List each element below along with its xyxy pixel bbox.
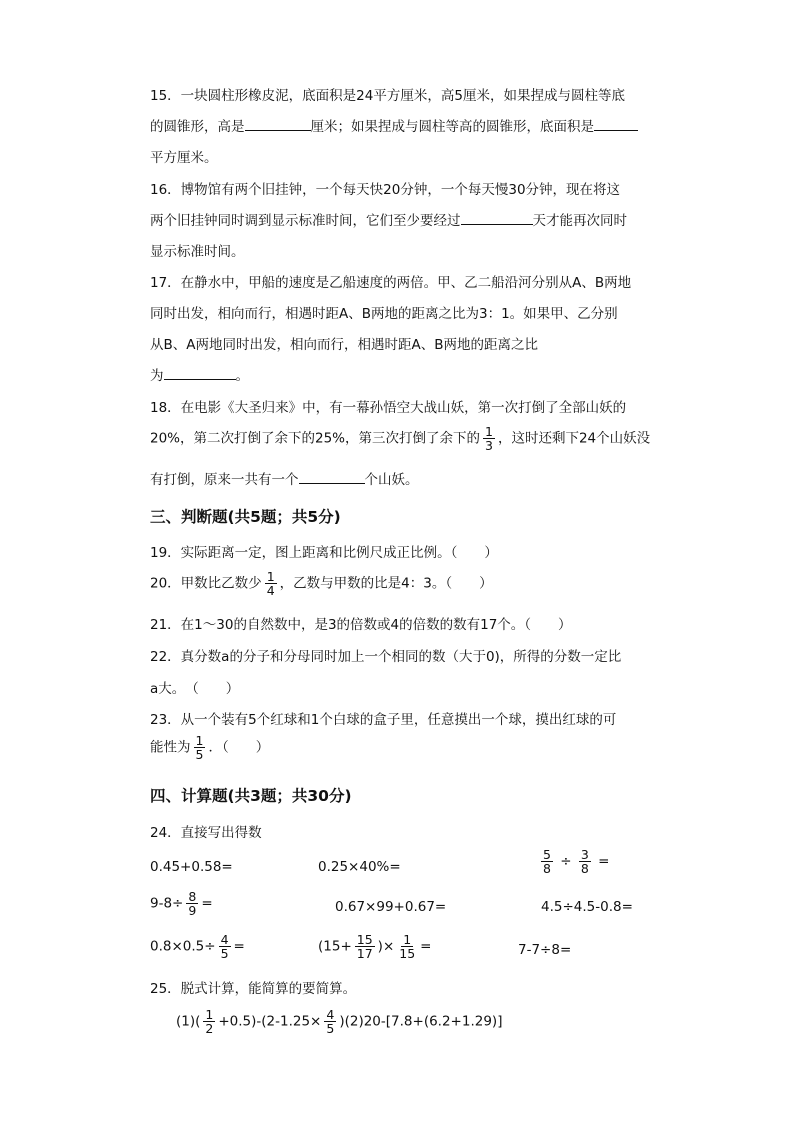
q25-p1-c: )(2)20-[7.8+(6.2+1.29)]: [339, 1013, 503, 1030]
q24-r3c2-num: 15: [356, 932, 373, 947]
q23-fraction: [194, 734, 206, 761]
section-4-heading: 四、计算题(共3题；共30分): [150, 787, 352, 805]
q19: 19．实际距离一定，图上距离和比例尺成正比例。（ ）: [150, 545, 498, 561]
q24-r1c2: 0.25×40%=: [318, 859, 401, 875]
q20-text-a: 20．甲数比乙数少: [150, 575, 262, 592]
q18-frac-den: 3: [485, 438, 493, 454]
q17-text-b: 。: [235, 368, 249, 384]
q25-title: 25．脱式计算，能简算的要简算。: [150, 981, 357, 997]
q15-blank-2[interactable]: [594, 117, 638, 132]
q24-r1c3-n1: 5: [543, 847, 551, 862]
q24-r3c2: [318, 933, 431, 960]
q16-line2: [150, 209, 627, 229]
q24-r3c2-frac1: [355, 933, 375, 960]
q25-p1-b: +0.5)-(2-1.25×: [218, 1013, 322, 1030]
q24-r3c2-eq: =: [420, 938, 432, 955]
q15-text-b: 厘米；如果捏成与圆柱等高的圆锥形，底面积是: [310, 119, 594, 135]
q21: 21．在1～30的自然数中，是3的倍数或4的倍数的数有17个。（ ）: [150, 617, 572, 633]
q24-r1c3-n2: 3: [580, 847, 589, 862]
q24-r2c2: 0.67×99+0.67=: [335, 899, 447, 915]
q25-p1-num2: 4: [326, 1007, 335, 1022]
q25-p1-a: (1)(: [176, 1013, 201, 1030]
q18-line2: [150, 425, 650, 452]
section-3-heading: 三、判断题(共5题；共5分): [150, 508, 341, 526]
q18-text-c: 有打倒，原来一共有一个: [150, 472, 299, 488]
q24-r3c2-a: (15+: [318, 938, 352, 955]
q20-fraction: [265, 570, 277, 597]
q18-text-a: 20%，第二次打倒了余下的25%，第三次打倒了余下的: [150, 430, 481, 447]
q25-p1-frac1: [203, 1008, 215, 1035]
q18-text-b: ，这时还剩下24个山妖没: [497, 430, 651, 447]
q16-line3: 显示标准时间。: [150, 244, 245, 260]
q24-r2c1-num: 8: [188, 889, 197, 904]
q24-r3c2-frac2: [397, 933, 417, 960]
q20-text-b: ，乙数与甲数的比是4：3。（ ）: [279, 575, 493, 592]
q15-text-a: 的圆锥形，高是: [150, 119, 245, 135]
q24-r1c3-d2: 8: [580, 861, 589, 877]
q16-text-b: 天才能再次同时: [532, 213, 627, 229]
q17-line4: [150, 364, 249, 384]
q25-p1-frac2: [324, 1008, 336, 1035]
q24-r1c3-op: ÷: [560, 853, 572, 870]
q24-r2c1: [150, 890, 213, 917]
q24-r3c1-num: 4: [220, 932, 229, 947]
q23-text-a: 能性为: [150, 739, 191, 756]
q15-line2: [150, 115, 638, 135]
q18-text-d: 个山妖。: [364, 472, 419, 488]
q25-p1-den2: 5: [326, 1021, 335, 1037]
q22-line2: a大。 （ ）: [150, 681, 240, 697]
q22-line1: 22．真分数a的分子和分母同时加上一个相同的数（大于0)，所得的分数一定比: [150, 649, 622, 665]
q18-fraction: [483, 425, 495, 452]
q25-problems: [176, 1008, 502, 1035]
q17-line2: 同时出发，相向而行，相遇时距A、B两地的距离之比为3：1。如果甲、乙分别: [150, 306, 618, 322]
q24-r3c1-den: 5: [220, 946, 229, 962]
q15-blank-1[interactable]: [245, 117, 311, 132]
q23-line1: 23．从一个装有5个红球和1个白球的盒子里，任意摸出一个球，摸出红球的可: [150, 712, 617, 728]
q24-r1c3-d1: 8: [543, 861, 551, 877]
q24-r1c3-frac2: [579, 848, 591, 875]
q24-r1c3-eq: =: [598, 853, 610, 870]
q15-line1: 15．一块圆柱形橡皮泥，底面积是24平方厘米，高5厘米，如果捏成与圆柱等底: [150, 88, 625, 104]
q18-line1: 18．在电影《大圣归来》中，有一幕孙悟空大战山妖，第一次打倒了全部山妖的: [150, 400, 627, 416]
q24-r2c1-a: 9-8÷: [150, 895, 184, 912]
q16-line1: 16．博物馆有两个旧挂钟，一个每天快20分钟，一个每天慢30分钟，现在将这: [150, 182, 621, 198]
q18-frac-num: 1: [485, 424, 493, 439]
q24-r2c1-eq: =: [201, 895, 213, 912]
q24-r1c3-frac1: [541, 848, 553, 875]
q20-frac-den: 4: [266, 583, 275, 599]
q24-r3c1-eq: =: [233, 938, 245, 955]
q24-r2c1-den: 9: [188, 903, 197, 919]
q23-frac-num: 1: [195, 733, 204, 748]
q20-frac-num: 1: [266, 569, 275, 584]
q24-r3c2-num2: 1: [403, 932, 412, 947]
q17-blank[interactable]: [164, 366, 236, 381]
q25-p1-num: 1: [205, 1007, 214, 1022]
q24-r1c1: 0.45+0.58=: [150, 859, 233, 875]
q18-blank[interactable]: [299, 470, 365, 485]
q24-r2c1-frac: [186, 890, 198, 917]
q24-r3c1-frac: [219, 933, 231, 960]
q24-r3c2-den: 17: [356, 946, 373, 962]
q24-r3c1-a: 0.8×0.5÷: [150, 938, 216, 955]
q17-line1: 17．在静水中，甲船的速度是乙船速度的两倍。甲、乙二船沿河分别从A、B两地: [150, 275, 632, 291]
q24-r3c3: 7-7÷8=: [518, 942, 572, 958]
q20: [150, 570, 493, 597]
q17-line3: 从B、A两地同时出发，相向而行，相遇时距A、B两地的距离之比: [150, 337, 538, 353]
q23-line2: [150, 734, 269, 761]
q24-r3c2-b: )×: [377, 938, 395, 955]
q24-title: 24．直接写出得数: [150, 825, 262, 841]
q18-line3: [150, 468, 419, 488]
q23-frac-den: 5: [195, 747, 204, 763]
q23-text-b: ．（ ）: [208, 739, 270, 756]
q17-text-a: 为: [150, 368, 164, 384]
q16-text-a: 两个旧挂钟同时调到显示标准时间，它们至少要经过: [150, 213, 461, 229]
q15-line3: 平方厘米。: [150, 150, 218, 166]
q24-r3c1: [150, 933, 245, 960]
q25-p1-den: 2: [205, 1021, 214, 1037]
q16-blank[interactable]: [461, 211, 533, 226]
q24-r1c3: [538, 848, 609, 875]
q24-r3c2-den2: 15: [399, 946, 416, 962]
q24-r2c3: 4.5÷4.5-0.8=: [541, 899, 633, 915]
